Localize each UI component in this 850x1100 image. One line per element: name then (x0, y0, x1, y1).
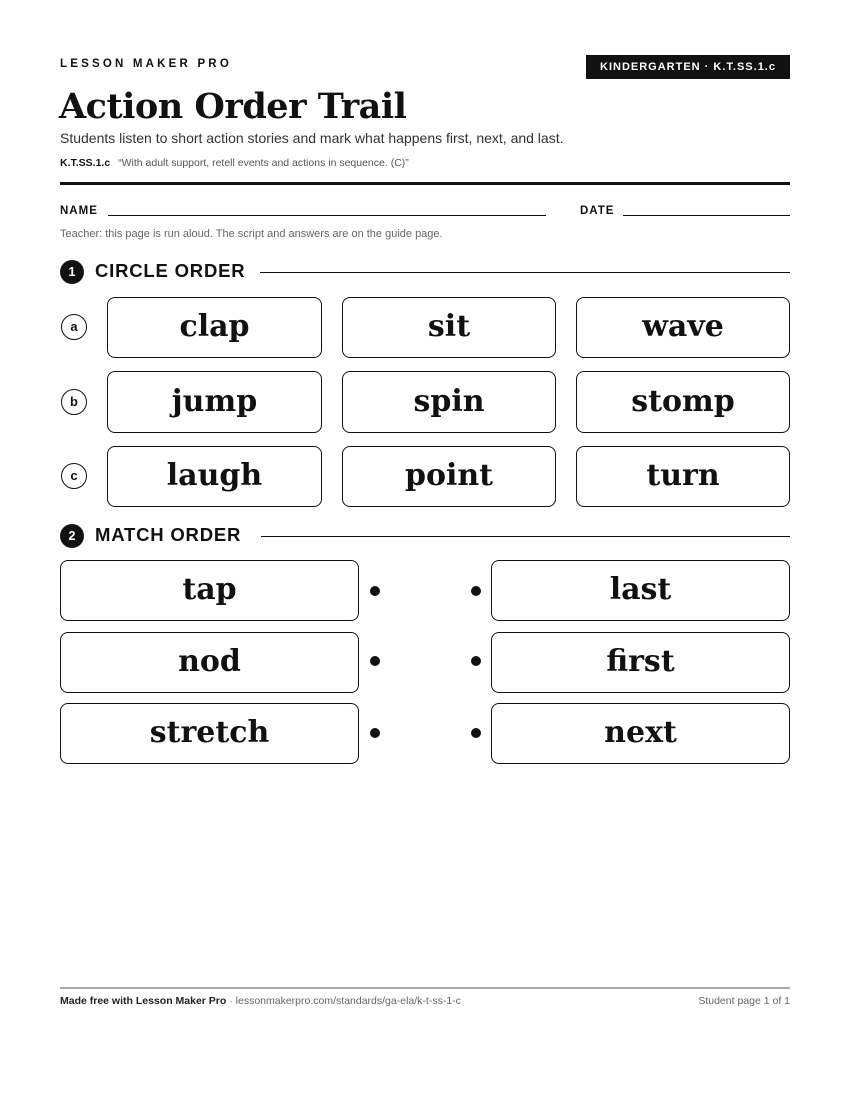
section-number-badge: 2 (60, 524, 84, 548)
standard-code: K.T.SS.1.c (60, 157, 111, 169)
date-write-line[interactable] (623, 215, 790, 216)
standard-description (60, 157, 409, 169)
worksheet-subtitle: Students listen to short action stories and mark what happens first, next, and last. (60, 130, 564, 146)
teacher-note: Teacher: this page is run aloud. The script and answers are on the guide page. (60, 228, 443, 240)
match-left-word-box[interactable]: tap (60, 560, 359, 621)
match-left-dot[interactable] (370, 586, 380, 596)
match-right-word-box[interactable]: last (491, 560, 790, 621)
word-choice-box[interactable]: point (342, 446, 556, 507)
footer-separator: · (226, 995, 236, 1007)
brand-name: LESSON MAKER PRO (60, 58, 232, 70)
word-choice-box[interactable]: turn (576, 446, 790, 507)
date-label: DATE (580, 205, 615, 217)
grade-standard-badge: KINDERGARTEN · K.T.SS.1.c (586, 55, 790, 79)
name-write-line[interactable] (108, 215, 546, 216)
header-divider (60, 182, 790, 185)
footer-credit (60, 995, 461, 1007)
match-right-dot[interactable] (471, 656, 481, 666)
match-left-dot[interactable] (370, 728, 380, 738)
match-left-word-box[interactable]: stretch (60, 703, 359, 764)
word-choice-box[interactable]: wave (576, 297, 790, 358)
section-rule (261, 536, 790, 537)
section-title: CIRCLE ORDER (95, 260, 246, 281)
footer-url-link[interactable]: lessonmakerpro.com/standards/ga-ela/k-t-ss-1-c (235, 995, 461, 1007)
match-right-word-box[interactable]: next (491, 703, 790, 764)
word-choice-box[interactable]: jump (107, 371, 322, 433)
match-left-dot[interactable] (370, 656, 380, 666)
name-label: NAME (60, 205, 98, 217)
footer-brand: Made free with Lesson Maker Pro (60, 995, 227, 1007)
worksheet-title: Action Order Trail (59, 86, 407, 127)
match-left-word-box[interactable]: nod (60, 632, 359, 693)
row-letter-a: a (61, 314, 87, 340)
word-choice-box[interactable]: sit (342, 297, 556, 358)
standard-text: “With adult support, retell events and actions in sequence. (C)” (118, 157, 409, 169)
section-title: MATCH ORDER (95, 524, 242, 545)
footer-page-number: Student page 1 of 1 (698, 995, 790, 1007)
section-match-order-heading (60, 523, 790, 547)
word-choice-box[interactable]: clap (107, 297, 322, 358)
word-choice-box[interactable]: spin (342, 371, 556, 433)
word-choice-box[interactable]: laugh (107, 446, 322, 507)
section-circle-order-heading (60, 259, 790, 283)
footer-divider (60, 987, 790, 989)
section-rule (260, 272, 790, 273)
match-right-dot[interactable] (471, 586, 481, 596)
row-letter-b: b (61, 389, 87, 415)
row-letter-c: c (61, 463, 87, 489)
word-choice-box[interactable]: stomp (576, 371, 790, 433)
match-right-word-box[interactable]: first (491, 632, 790, 693)
section-number-badge: 1 (60, 260, 84, 284)
match-right-dot[interactable] (471, 728, 481, 738)
